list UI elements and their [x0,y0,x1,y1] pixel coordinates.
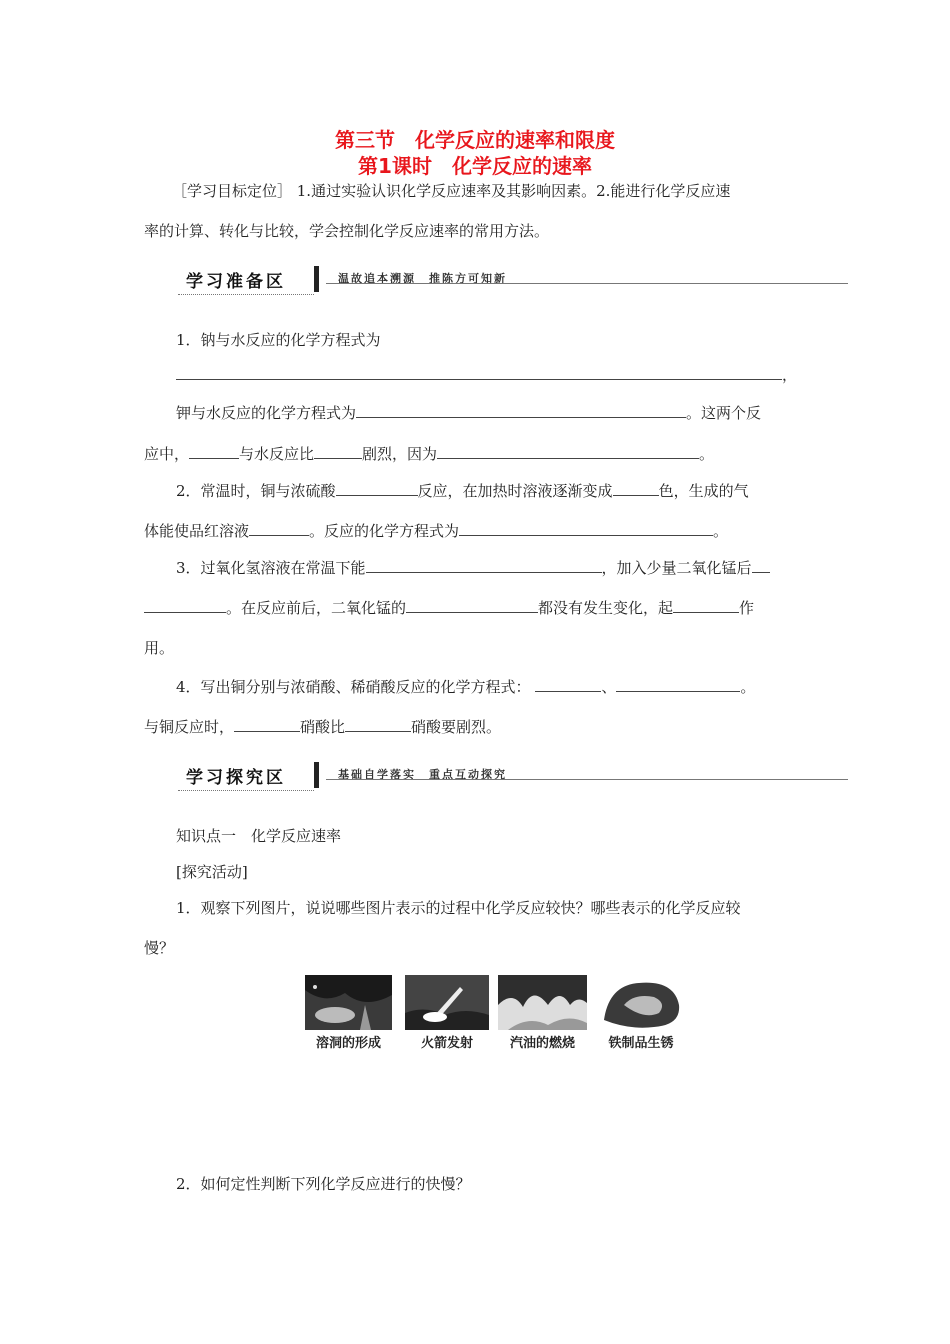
q2-line-b [144,520,728,541]
p1-line-2: 慢？ [144,939,175,957]
answer-blank[interactable] [535,676,601,692]
q4-line-b [144,716,501,737]
answer-blank[interactable] [314,443,362,459]
q1-text-end: 。 [699,445,715,463]
q3-line-a [176,557,770,578]
image-caption: 火箭发射 [420,1036,473,1051]
q2-text: 反应，在加热时溶液逐渐变成 [417,482,613,500]
q4-text: 4．写出铜分别与浓硝酸、稀硝酸反应的化学方程式： [176,678,531,696]
answer-blank[interactable] [176,364,782,380]
answer-blank[interactable] [459,520,713,536]
banner-subtitle: 温故追本溯源 推陈方可知新 [338,272,507,285]
banner-exploration [178,762,848,792]
q2-text-end: 。 [713,522,729,540]
answer-blank[interactable] [345,716,411,732]
iron-rust-image [599,975,683,1030]
q4-line-a [176,676,755,697]
q3-text: 。在反应前后，二氧化锰的 [226,599,407,617]
objective-line-2: 率的计算、转化与比较，学会控制化学反应速率的常用方法。 [144,222,550,240]
q1-line-a: 1．钠与水反应的化学方程式为 [176,331,381,349]
q1-text: 与水反应比 [239,445,315,463]
answer-blank[interactable] [189,443,239,459]
q2-text: 。反应的化学方程式为 [309,522,460,540]
q3-line-c: 用。 [144,639,175,657]
banner-underline [178,790,314,791]
activity-label: [探究活动] [176,863,248,881]
banner-divider [314,762,319,788]
q4-text: 硝酸要剧烈。 [411,718,502,736]
q4-text: 、 [601,678,617,696]
p2-line: 2．如何定性判断下列化学反应进行的快慢？ [176,1175,471,1193]
gasoline-burning-image [498,975,587,1030]
answer-blank[interactable] [356,402,686,418]
answer-blank[interactable] [234,716,300,732]
image-caption: 溶洞的形成 [315,1036,381,1051]
q1-blank-line [176,364,797,385]
comma: ， [782,366,798,384]
banner-rule [326,779,848,780]
banner-rule [326,283,848,284]
answer-blank[interactable] [366,557,602,573]
banner-underline [178,294,314,295]
q3-text: 3．过氧化氢溶液在常温下能 [176,559,366,577]
banner-label: 学习准备区 [186,271,286,292]
q1-line-b [176,402,761,423]
cave-formation-image [305,975,392,1030]
q3-text: 都没有发生变化，起 [538,599,674,617]
answer-blank[interactable] [249,520,309,536]
banner-divider [314,266,319,292]
lesson-title: 第1课时 化学反应的速率 [358,154,592,178]
q4-text: 硝酸比 [300,718,346,736]
answer-blank[interactable] [752,557,770,573]
q2-text: 色，生成的气 [658,482,749,500]
q3-text: ，加入少量二氧化锰后 [601,559,752,577]
image-caption: 铁制品生锈 [608,1036,674,1051]
image-caption: 汽油的燃烧 [509,1036,575,1051]
answer-blank[interactable] [437,443,699,459]
banner-subtitle: 基础自学落实 重点互动探究 [338,768,507,781]
q1-text: 剧烈，因为 [362,445,438,463]
q3-text: 作 [739,599,755,617]
rocket-launch-image [405,975,489,1030]
answer-blank[interactable] [406,597,538,613]
q2-text: 体能使品红溶液 [144,522,250,540]
q1-text: 应中， [144,445,190,463]
section-title: 第三节 化学反应的速率和限度 [335,128,615,152]
banner-preparation [178,266,848,296]
q2-text: 2．常温时，铜与浓硫酸 [176,482,336,500]
banner-label: 学习探究区 [186,767,286,788]
q1-text: 钾与水反应的化学方程式为 [176,404,357,422]
knowledge-point-heading: 知识点一 化学反应速率 [176,827,342,845]
q4-text: 与铜反应时， [144,718,235,736]
q1-line-c [144,443,714,464]
q3-line-b [144,597,754,618]
objective-line-1: ［学习目标定位］ 1.通过实验认识化学反应速率及其影响因素。2.能进行化学反应速 [172,182,731,200]
q1-text-end: 。这两个反 [686,404,762,422]
q2-line-a [176,480,749,501]
answer-blank[interactable] [673,597,739,613]
answer-blank[interactable] [616,676,740,692]
answer-blank[interactable] [613,480,659,496]
answer-blank[interactable] [144,597,226,613]
answer-blank[interactable] [336,480,418,496]
p1-line-1: 1．观察下列图片，说说哪些图片表示的过程中化学反应较快？哪些表示的化学反应较 [176,899,741,917]
q4-text-end: 。 [740,678,756,696]
